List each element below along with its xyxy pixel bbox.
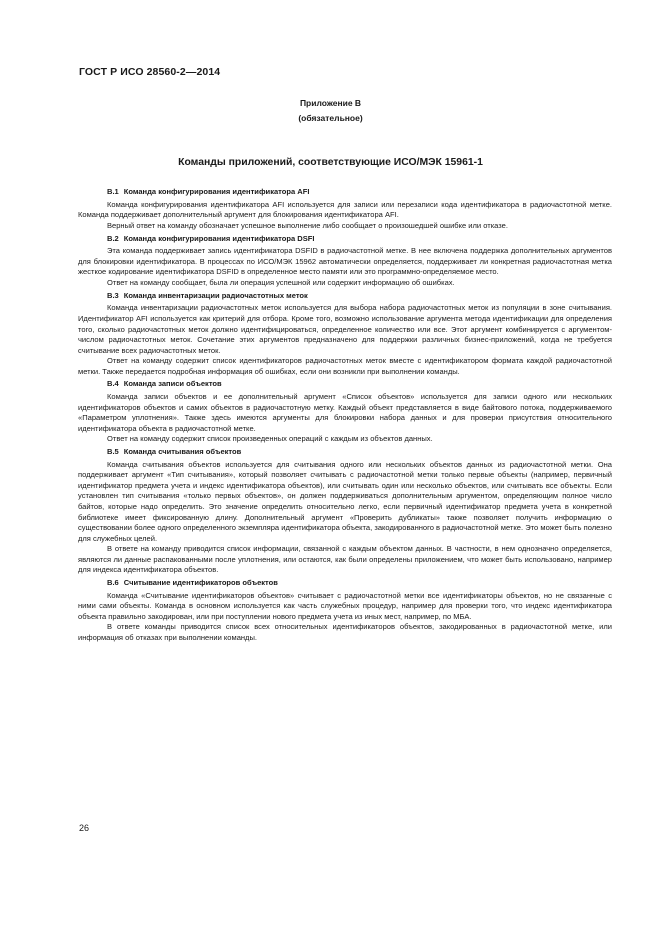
paragraph: Команда «Считывание идентификаторов объектов» считывает с радиочастотной метки все идентификаторы объектов, но не связанные с ними сами объекты. Команда в основном используется как часть служебных процедур, например для проверки того, что индекс идентификатора объекта правильно закодирован, или при поступлении нового предмета учета из иных мест, например, по МБА. (78, 590, 612, 621)
section-b-3 (78, 291, 612, 380)
section-number: B.5 (107, 447, 119, 457)
section-title: Команда считывания объектов (123, 447, 242, 457)
section-title: Команда конфигурирования идентификатора DSFI (123, 233, 315, 243)
section-number: B.6 (107, 578, 119, 588)
section-b-5 (78, 447, 612, 578)
section-b-4 (78, 379, 612, 447)
annex-status: (обязательное) (298, 113, 363, 123)
document-body (78, 187, 612, 646)
annex-title: Приложение В (299, 98, 362, 108)
standard-header: ГОСТ Р ИСО 28560-2—2014 (79, 66, 221, 78)
section-number: B.2 (107, 233, 119, 243)
section-heading (78, 578, 612, 589)
annex-main-title: Команды приложений, соответствующие ИСО/МЭК 15961-1 (178, 157, 483, 168)
section-heading (78, 291, 612, 302)
section-title: Команда инвентаризации радиочастотных меток (123, 290, 308, 300)
section-heading (78, 234, 612, 245)
section-title: Считывание идентификаторов объектов (123, 578, 278, 588)
paragraph: Ответ на команду сообщает, была ли операция успешной или содержит информацию об ошибках. (107, 277, 455, 287)
paragraph: В ответе команды приводится список всех относительных идентификаторов объектов, закодированных в радиочастотной метке, или информация об отказах при выполнении команды. (78, 622, 612, 642)
page-number: 26 (79, 823, 90, 833)
paragraph: Команда записи объектов и ее дополнительный аргумент «Список объектов» используется для записи одного или нескольких идентификаторов объектов и самих объектов в радиочастотную метку. Каждый объект представляется в виде байтового потока, поддерживаемого «Параметром уплотнения». Также здесь имеются аргументы для блокировки набора данных и для проверки присутствия относительного идентификатора объекта в радиочастотной метке. (78, 392, 612, 433)
paragraph: Ответ на команду содержит список произведенных операций с каждым из объектов данных. (107, 434, 433, 444)
section-b-6 (78, 578, 612, 646)
paragraph: Эта команда поддерживает запись идентификатора DSFID в радиочастотной метке. В нее включена поддержка дополнительных аргументов для блокировки идентификатора. В процессах по ИСО/МЭК 15962 автоматически определяется, поддерживает ли конкретная радиочастотная метка жесткое кодирование идентификатора DSFID в определенное место памяти или это программно-определяемое место. (78, 246, 612, 277)
section-number: B.1 (107, 187, 119, 196)
section-number: B.4 (107, 379, 119, 389)
section-heading (78, 447, 612, 458)
paragraph: Ответ на команду содержит список идентификаторов радиочастотных меток вместе с идентификатором формата каждой радиочастотной метки. Также передается подробная информация об ошибках, если они возникли при выполнении команды. (78, 356, 612, 376)
section-title: Команда записи объектов (123, 379, 222, 389)
paragraph: Верный ответ на команду обозначает успешное выполнение либо сообщает о произошедшей ошибке или отказе. (107, 220, 508, 230)
section-title: Команда конфигурирования идентификатора AFI (123, 187, 310, 196)
paragraph: В ответе на команду приводится список информации, связанной с каждым объектом данных. В частности, в нем однозначно определяется, являются ли данные распакованными после уплотнения, или остаются, как были определены приложением, что может быть использовано, например для индекса идентификатора объектов. (78, 544, 612, 575)
section-number: B.3 (107, 290, 119, 300)
section-b-1 (78, 187, 612, 234)
paragraph: Команда считывания объектов используется для считывания одного или нескольких объектов данных из радиочастотной метки. Она поддерживает аргумент «Тип считывания», который позволяет считывать с радиочастотной метки только первые объекты (например, первичный идентификатор предмета учета и индекс идентификатора объектов), или считывать один или несколько объектов, или считывать все объекты. Если установлен тип считывания «только первых объектов», он должен поддерживаться дополнительным аргументом, определяющим полное число байтов, которые надо определить. Это значение определить относительно легко, если первичный идентификатор предмета учета в конкретной библиотеке имеет фиксированную длину. Дополнительный аргумент «Проверить дубликаты» также позволяет получить информацию о существовании более одного определенного экземпляра идентификатора объекта, закодированного в радиочастотной метке. Это может быть полезно для служебных целей. (78, 459, 612, 543)
paragraph: Команда конфигурирования идентификатора AFI используется для записи или перезаписи кода идентификатора в радиочастотной метке. Команда поддерживает дополнительный аргумент для блокирования идентификатора AFI. (78, 199, 612, 220)
section-heading (78, 187, 612, 198)
paragraph: Команда инвентаризации радиочастотных меток используется для выбора набора радиочастотных меток из популяции в зоне считывания. Идентификатор AFI используется как критерий для отбора. Кроме того, возможно использование аргумента метода идентификации для определения того, сколько радиочастотных меток должно идентифицироваться, определенное количество или все. Этот аргумент комбинируется с аргументом-числом радиочастотных меток. Сочетание этих аргументов предназначено для поддержки различных бизнес-приложений, когда не требуется считывание всех радиочастотных меток. (78, 303, 612, 355)
section-b-2 (78, 234, 612, 291)
section-heading (78, 379, 612, 390)
